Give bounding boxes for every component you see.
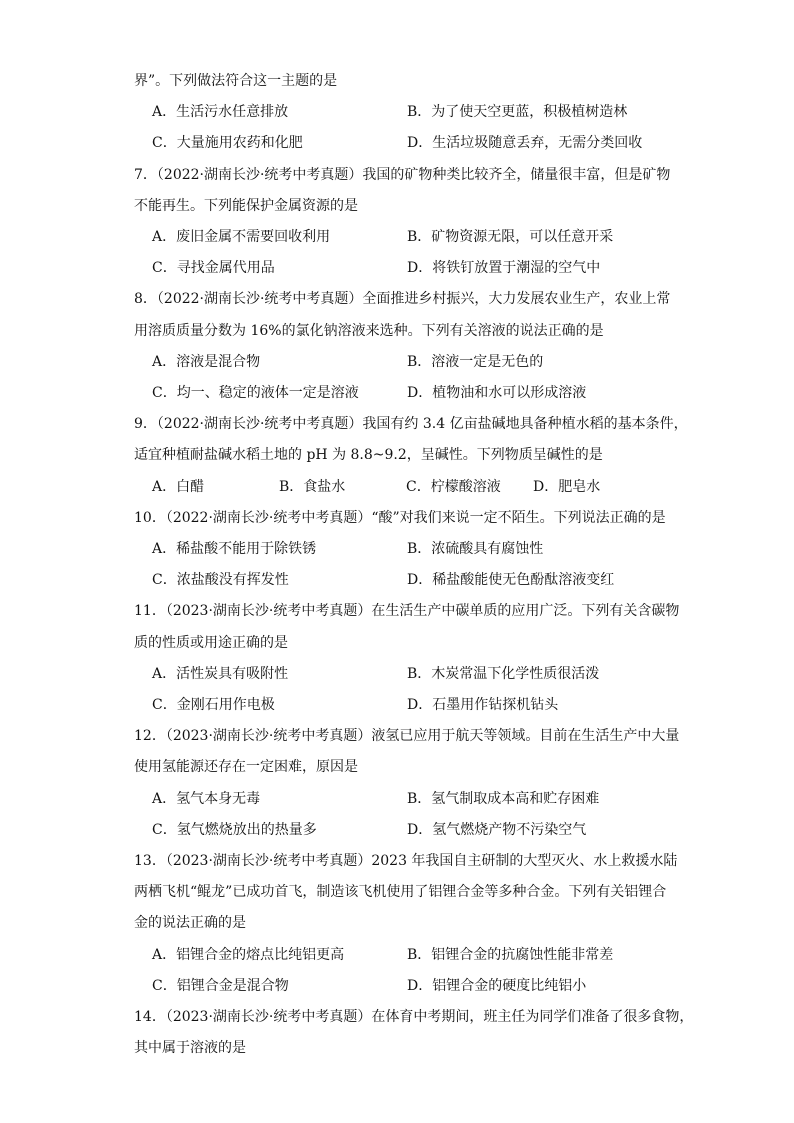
option-text: 活性炭具有吸附性	[176, 665, 289, 682]
answer-option	[407, 378, 662, 409]
answer-option	[152, 534, 407, 565]
option-text: 大量施用农药和化肥	[176, 135, 303, 152]
question-text-line: 使用氢能源还存在一定困难，原因是	[134, 759, 358, 776]
answer-option	[407, 222, 662, 253]
question-text-line: 8．（2022·湖南长沙·统考中考真题）全面推进乡村振兴，大力发展农业生产，农业上常	[134, 291, 671, 308]
answer-option	[533, 472, 660, 503]
question-text-line: 12．（2023·湖南长沙·统考中考真题）液氢已应用于航天等领域。目前在生活生产中大量	[134, 728, 680, 745]
option-letter: C．	[152, 821, 177, 838]
question-text-line: 界”。下列做法符合这一主题的是	[134, 73, 338, 89]
answer-options-row	[134, 690, 674, 721]
option-letter: D．	[533, 478, 559, 495]
option-letter: A．	[152, 946, 177, 963]
answer-options-row	[134, 378, 674, 409]
option-text: 氢气制取成本高和贮存困难	[431, 790, 600, 807]
option-text: 寻找金属代用品	[176, 260, 275, 277]
answer-option	[407, 784, 662, 815]
answer-option	[152, 222, 407, 253]
option-letter: C．	[152, 385, 177, 402]
option-text: 废旧金属不需要回收利用	[176, 229, 331, 246]
answer-option	[407, 97, 662, 128]
option-text: 食盐水	[303, 478, 346, 495]
answer-option	[152, 472, 279, 503]
answer-option	[407, 128, 662, 159]
option-text: 铝锂合金的熔点比纯铝更高	[176, 946, 345, 963]
option-letter: A．	[152, 541, 177, 558]
question-text-line: 10．（2022·湖南长沙·统考中考真题）“酸”对我们来说一定不陌生。下列说法正确的是	[134, 509, 666, 526]
option-letter: D．	[407, 697, 433, 714]
option-text: 金刚石用作电极	[176, 697, 275, 714]
answer-option	[407, 690, 662, 721]
option-letter: D．	[407, 260, 433, 277]
option-letter: B．	[279, 478, 304, 495]
answer-options-row	[134, 253, 674, 284]
answer-options-row	[134, 97, 674, 128]
answer-options-row	[134, 347, 674, 378]
option-text: 木炭常温下化学性质很活泼	[431, 665, 600, 682]
answer-option	[152, 128, 407, 159]
option-letter: C．	[152, 572, 177, 589]
option-text: 生活污水任意排放	[176, 104, 289, 121]
question-text-line: 用溶质质量分数为 16%的氯化钠溶液来选种。下列有关溶液的说法正确的是	[134, 322, 604, 339]
answer-option	[152, 690, 407, 721]
option-text: 氢气本身无毒	[176, 790, 261, 807]
option-letter: D．	[407, 821, 433, 838]
question-text-line: 其中属于溶液的是	[134, 1040, 246, 1057]
answer-option	[152, 378, 407, 409]
answer-option	[152, 347, 407, 378]
option-text: 浓盐酸没有挥发性	[176, 572, 289, 589]
question-text-line: 7．（2022·湖南长沙·统考中考真题）我国的矿物种类比较齐全，储量很丰富，但是矿物	[134, 166, 671, 183]
option-text: 铝锂合金是混合物	[176, 977, 289, 994]
option-text: 矿物资源无限，可以任意开采	[431, 229, 614, 246]
answer-option	[152, 971, 407, 1002]
option-letter: B．	[407, 229, 432, 246]
option-letter: C．	[152, 977, 177, 994]
answer-option	[407, 815, 662, 846]
answer-options-row	[134, 128, 674, 159]
answer-option	[407, 253, 662, 284]
answer-options-row	[134, 815, 674, 846]
answer-option	[152, 565, 407, 596]
answer-option	[279, 472, 406, 503]
option-letter: B．	[407, 665, 432, 682]
option-letter: B．	[407, 946, 432, 963]
option-letter: A．	[152, 229, 177, 246]
question-text-line: 不能再生。下列能保护金属资源的是	[134, 197, 358, 214]
option-text: 为了使天空更蓝，积极植树造林	[431, 104, 628, 121]
answer-option	[152, 253, 407, 284]
option-text: 稀盐酸能使无色酚酞溶液变红	[432, 572, 615, 589]
question-text-line: 适宜种植耐盐碱水稻土地的 pH 为 8.8~9.2，呈碱性。下列物质呈碱性的是	[134, 447, 603, 464]
option-letter: A．	[152, 478, 177, 495]
option-letter: B．	[407, 541, 432, 558]
answer-option	[407, 971, 662, 1002]
question-text-line: 金的说法正确的是	[134, 915, 246, 932]
answer-option	[407, 347, 662, 378]
option-letter: B．	[407, 790, 432, 807]
option-text: 柠檬酸溶液	[430, 478, 501, 495]
option-letter: A．	[152, 353, 177, 370]
option-text: 均一、稳定的液体一定是溶液	[176, 385, 359, 402]
answer-options-row	[134, 940, 674, 971]
option-text: 铝锂合金的硬度比纯铝小	[432, 977, 587, 994]
option-text: 将铁钉放置于潮湿的空气中	[432, 260, 601, 277]
option-text: 稀盐酸不能用于除铁锈	[176, 541, 317, 558]
option-letter: D．	[407, 572, 433, 589]
option-letter: C．	[152, 697, 177, 714]
option-letter: D．	[407, 135, 433, 152]
option-text: 石墨用作钻探机钻头	[432, 697, 559, 714]
answer-option	[407, 659, 662, 690]
option-letter: A．	[152, 665, 177, 682]
answer-options-row	[134, 971, 674, 1002]
question-text-line: 9．（2022·湖南长沙·统考中考真题）我国有约 3.4 亿亩盐碱地具备种植水稻的基本条件，	[134, 416, 688, 433]
option-letter: A．	[152, 104, 177, 121]
answer-option	[152, 659, 407, 690]
option-letter: B．	[407, 353, 432, 370]
option-text: 氢气燃烧产物不污染空气	[432, 821, 587, 838]
option-letter: C．	[152, 135, 177, 152]
answer-option	[152, 815, 407, 846]
option-text: 溶液一定是无色的	[431, 353, 544, 370]
option-text: 生活垃圾随意丢弃，无需分类回收	[432, 135, 643, 152]
answer-option	[406, 472, 533, 503]
option-text: 白醋	[176, 478, 205, 495]
option-letter: D．	[407, 385, 433, 402]
option-text: 植物油和水可以形成溶液	[432, 385, 587, 402]
question-text-line: 14．（2023·湖南长沙·统考中考真题）在体育中考期间，班主任为同学们准备了很多食物，	[134, 1009, 694, 1026]
option-letter: C．	[406, 478, 431, 495]
question-text-line: 13．（2023·湖南长沙·统考中考真题）2023 年我国自主研制的大型灭火、水上救援水陆	[134, 853, 678, 870]
option-text: 肥皂水	[558, 478, 601, 495]
option-text: 铝锂合金的抗腐蚀性能非常差	[431, 946, 614, 963]
answer-options-row	[134, 565, 674, 596]
option-letter: A．	[152, 790, 177, 807]
question-text-line: 质的性质或用途正确的是	[134, 634, 288, 651]
answer-options-row	[134, 784, 674, 815]
answer-option	[407, 565, 662, 596]
answer-options-row	[134, 222, 674, 253]
option-text: 氢气燃烧放出的热量多	[176, 821, 317, 838]
option-text: 溶液是混合物	[176, 353, 261, 370]
question-text-line: 11．（2023·湖南长沙·统考中考真题）在生活生产中碳单质的应用广泛。下列有关含碳物	[134, 603, 680, 620]
answer-options-row	[134, 659, 674, 690]
answer-options-row	[134, 472, 674, 503]
answer-option	[407, 940, 662, 971]
answer-option	[152, 97, 407, 128]
answer-options-row	[134, 534, 674, 565]
option-letter: D．	[407, 977, 433, 994]
option-letter: C．	[152, 260, 177, 277]
option-text: 浓硫酸具有腐蚀性	[431, 541, 544, 558]
answer-option	[152, 940, 407, 971]
question-text-line: 两栖飞机“鲲龙”已成功首飞，制造该飞机使用了铝锂合金等多种合金。下列有关铝锂合	[134, 884, 667, 901]
answer-option	[407, 534, 662, 565]
answer-option	[152, 784, 407, 815]
option-letter: B．	[407, 104, 432, 121]
